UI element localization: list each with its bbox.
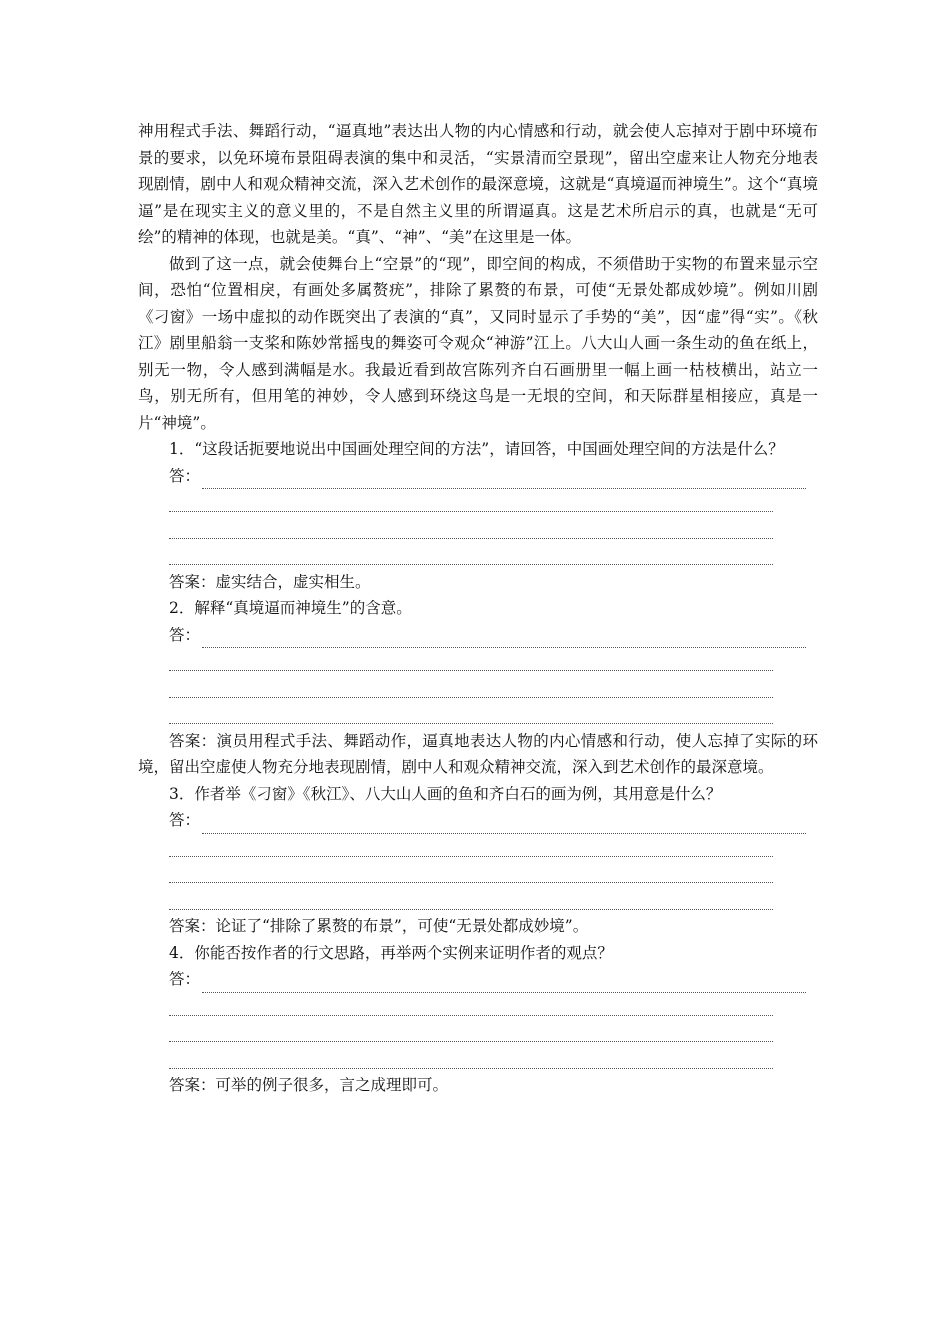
answer-prefix: 答： xyxy=(169,466,201,485)
question-4-text: 4．你能否按作者的行文思路，再举两个实例来证明作者的观点？ xyxy=(169,943,613,962)
question-block-4 xyxy=(138,940,818,1099)
question-block-2 xyxy=(138,595,818,781)
answer-prefix: 答： xyxy=(169,625,201,644)
answer-line xyxy=(169,701,773,724)
answer-prefix: 答： xyxy=(169,970,201,988)
answer-line xyxy=(169,887,773,910)
answer-line xyxy=(169,860,773,883)
answer-area-1[interactable] xyxy=(169,463,818,569)
answer-line xyxy=(169,834,773,857)
answer-line xyxy=(169,648,773,671)
question-2-text: 2．解释“真境逼而神境生”的含意。 xyxy=(169,599,412,617)
answer-key-3: 答案：论证了“排除了累赘的布景”，可使“无景处都成妙境”。 xyxy=(169,917,589,935)
question-block-3 xyxy=(138,781,818,940)
answer-line xyxy=(169,489,773,512)
answer-key-4: 答案：可举的例子很多，言之成理即可。 xyxy=(169,1076,449,1094)
answer-line xyxy=(202,814,806,834)
question-3-text: 3．作者举《刁窗》《秋江》、八大山人画的鱼和齐白石的画为例，其用意是什么？ xyxy=(169,784,722,803)
answer-line xyxy=(169,675,773,698)
answer-key-1: 答案：虚实结合，虚实相生。 xyxy=(169,572,371,591)
document-page xyxy=(138,118,818,1099)
answer-key-2: 答案：演员用程式手法、舞蹈动作，逼真地表达人物的内心情感和行动，使人忘掉了实际的环境，留出空虚使人物充分地表现剧情，剧中人和观众精神交流，深入到艺术创作的最深意境。 xyxy=(138,731,818,776)
answer-line xyxy=(169,516,773,539)
answer-line xyxy=(169,1019,773,1042)
passage-paragraph-1: 神用程式手法、舞蹈行动，“逼真地”表达出人物的内心情感和行动，就会使人忘掉对于剧中环境布景的要求，以免环境布景阻碍表演的集中和灵活，“实景清而空景现”，留出空虚来让人物充分地表现剧情，剧中人和观众精神交流，深入艺术创作的最深意境，这就是“真境逼而神境生”。这个“真境逼”是在现实主义的意义里的，不是自然主义里的所谓逼真。这是艺术所启示的真，也就是“无可绘”的精神的体现，也就是美。“真”、“神”、“美”在这里是一体。 xyxy=(138,122,818,246)
answer-area-4[interactable] xyxy=(169,966,818,1072)
answer-prefix: 答： xyxy=(169,811,201,829)
answer-line xyxy=(202,628,806,648)
answer-line xyxy=(169,542,773,565)
answer-area-3[interactable] xyxy=(169,807,818,913)
answer-area-2[interactable] xyxy=(169,622,818,728)
answer-line xyxy=(202,469,806,489)
question-block-1 xyxy=(138,436,818,595)
answer-line xyxy=(169,993,773,1016)
answer-line xyxy=(202,973,806,993)
answer-line xyxy=(169,1046,773,1069)
passage-paragraph-2: 做到了这一点，就会使舞台上“空景”的“现”，即空间的构成，不须借助于实物的布置来显示空间，恐怕“位置相戾，有画处多属赘疣”，排除了累赘的布景，可使“无景处都成妙境”。例如川剧《刁窗》一场中虚拟的动作既突出了表演的“真”，又同时显示了手势的“美”，因“虚”得“实”。《秋江》剧里船翁一支桨和陈妙常摇曳的舞姿可令观众“神游”江上。八大山人画一条生动的鱼在纸上，别无一物，令人感到满幅是水。我最近看到故宫陈列齐白石画册里一幅上画一枯枝横出，站立一鸟，别无所有，但用笔的神妙，令人感到环绕这鸟是一无垠的空间，和天际群星相接应，真是一片“神境”。 xyxy=(138,254,818,432)
question-1-text: 1．“这段话扼要地说出中国画处理空间的方法”，请回答，中国画处理空间的方法是什么？ xyxy=(169,440,784,458)
